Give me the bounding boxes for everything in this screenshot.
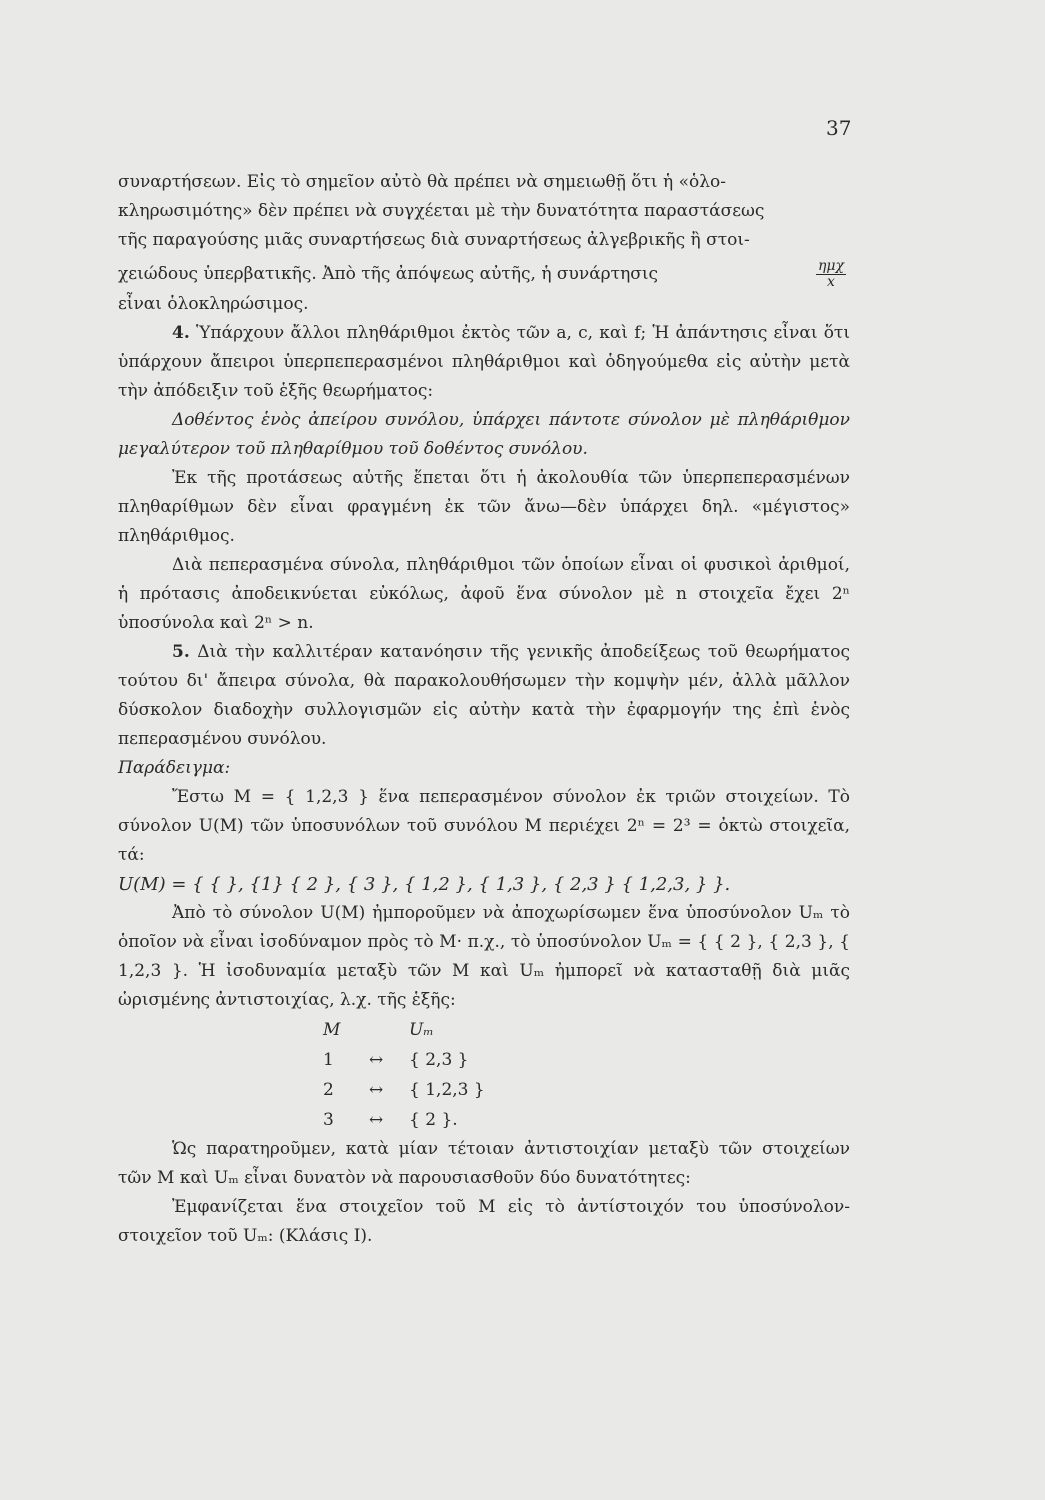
- paragraph-let-m: Ἔστω M = { 1,2,3 } ἕνα πεπερασμένον σύνολον ἐκ τριῶν στοιχείων. Τὸ σύνολον U(M) τῶν ὑποσυνόλων τοῦ συνόλου M περιέχει 2ⁿ = 2³ = ὀκτὼ στοιχεῖα, τά:: [118, 787, 850, 865]
- theorem-statement: Δοθέντος ἑνὸς ἀπείρου συνόλου, ὑπάρχει πάντοτε σύνολον μὲ πληθάριθμον μεγαλύτερον τοῦ πληθαρίθμου τοῦ δοθέντος συνόλου.: [118, 410, 850, 459]
- line-5: εἶναι ὁλοκληρώσιμος.: [118, 294, 309, 314]
- fraction-denominator: x: [827, 274, 835, 290]
- fraction-numerator: ημχ: [818, 258, 844, 274]
- correspondence-header: [323, 1015, 850, 1045]
- arrow-icon: ↔: [369, 1080, 384, 1100]
- example-heading: Παράδειγμα:: [118, 758, 231, 778]
- row-m: 2: [323, 1080, 334, 1100]
- row-u: { 2 }.: [409, 1110, 458, 1130]
- paragraph-observe: Ὡς παρατηροῦμεν, κατὰ μίαν τέτοιαν ἀντιστοιχίαν μεταξὺ τῶν στοιχείων τῶν M καὶ Uₘ εἶναι δυνατὸν νὰ παρουσιασθοῦν δύο δυνατότητες:: [118, 1139, 850, 1188]
- line-1: συναρτήσεων. Εἰς τὸ σημεῖον αὐτὸ θὰ πρέπει νὰ σημειωθῇ ὅτι ἡ «ὁλο-: [118, 172, 726, 192]
- line-4-text: χειώδους ὑπερβατικῆς. Ἀπὸ τῆς ἀπόψεως αὐτῆς, ἡ συνάρτησις: [118, 264, 659, 284]
- section-5-paragraph: [118, 638, 850, 754]
- paragraph-appears: Ἐμφανίζεται ἕνα στοιχεῖον τοῦ M εἰς τὸ ἀντίστοιχόν του ὑποσύνολον-στοιχεῖον τοῦ Uₘ: (Κλάσις I).: [118, 1197, 850, 1246]
- row-u: { 2,3 }: [409, 1050, 469, 1070]
- correspondence-row: [323, 1075, 850, 1105]
- line-4: [118, 259, 850, 290]
- section-5-number: 5.: [172, 642, 190, 662]
- arrow-icon: ↔: [369, 1110, 384, 1130]
- row-m: 1: [323, 1050, 334, 1070]
- section-4-text: Ὑπάρχουν ἄλλοι πληθάριθμοι ἐκτὸς τῶν a, c, καὶ f; Ἡ ἀπάντησις εἶναι ὅτι ὑπάρχουν ἄπειροι ὑπερπεπερασμένοι πληθάριθμοι καὶ ὁδηγούμεθα εἰς αὐτὴν μετὰ τὴν ἀπόδειξιν τοῦ ἑξῆς θεωρήματος:: [118, 323, 851, 401]
- section-4-paragraph: [118, 319, 850, 406]
- section-4-number: 4.: [172, 323, 190, 343]
- correspondence-row: [323, 1045, 850, 1075]
- correspondence-table: [323, 1015, 850, 1135]
- paragraph-consequence: Ἐκ τῆς προτάσεως αὐτῆς ἕπεται ὅτι ἡ ἀκολουθία τῶν ὑπερπεπερασμένων πληθαρίθμων δὲν εἶναι φραγμένη ἐκ τῶν ἄνω—δὲν ὑπάρχει δηλ. «μέγιστος» πληθάριθμος.: [118, 468, 850, 546]
- page-number: 37: [826, 116, 852, 140]
- row-u: { 1,2,3 }: [409, 1080, 485, 1100]
- line-3: τῆς παραγούσης μιᾶς συναρτήσεως διὰ συναρτήσεως ἀλγεβρικῆς ἢ στοι-: [118, 230, 750, 250]
- correspondence-row: [323, 1105, 850, 1135]
- header-m: M: [323, 1020, 341, 1040]
- page-body: [118, 168, 850, 1251]
- arrow-icon: ↔: [369, 1050, 384, 1070]
- equation-power-set: U(M) = { { }, {1} { 2 }, { 3 }, { 1,2 }, { 1,3 }, { 2,3 } { 1,2,3, } }.: [118, 874, 731, 895]
- row-m: 3: [323, 1110, 334, 1130]
- line-2: κληρωσιμότης» δὲν πρέπει νὰ συγχέεται μὲ τὴν δυνατότητα παραστάσεως: [118, 201, 765, 221]
- section-5-text: Διὰ τὴν καλλιτέραν κατανόησιν τῆς γενικῆς ἀποδείξεως τοῦ θεωρήματος τούτου δι' ἄπειρα σύνολα, θὰ παρακολουθήσωμεν τὴν κομψὴν μέν, ἀλλὰ μᾶλλον δύσκολον διαδοχὴν συλλογισμῶν εἰς αὐτὴν κατὰ τὴν ἐφαρμογήν της ἐπὶ ἑνὸς πεπερασμένου συνόλου.: [118, 642, 850, 749]
- paragraph-finite-sets: Διὰ πεπερασμένα σύνολα, πληθάριθμοι τῶν ὁποίων εἶναι οἱ φυσικοὶ ἀριθμοί, ἡ πρότασις ἀποδεικνύεται εὐκόλως, ἀφοῦ ἕνα σύνολον μὲ n στοιχεῖα ἔχει 2ⁿ ὑποσύνολα καὶ 2ⁿ > n.: [118, 555, 850, 633]
- header-u: Uₘ: [409, 1020, 434, 1040]
- fraction: [816, 259, 846, 290]
- paragraph-subset: Ἀπὸ τὸ σύνολον U(M) ἠμποροῦμεν νὰ ἀποχωρίσωμεν ἕνα ὑποσύνολον Uₘ τὸ ὁποῖον νὰ εἶναι ἰσοδύναμον πρὸς τὸ M· π.χ., τὸ ὑποσύνολον Uₘ = { { 2 }, { 2,3 }, { 1,2,3 }. Ἡ ἰσοδυναμία μεταξὺ τῶν M καὶ Uₘ ἠμπορεῖ νὰ κατασταθῇ διὰ μιᾶς ὡρισμένης ἀντιστοιχίας, λ.χ. τῆς ἑξῆς:: [118, 903, 850, 1010]
